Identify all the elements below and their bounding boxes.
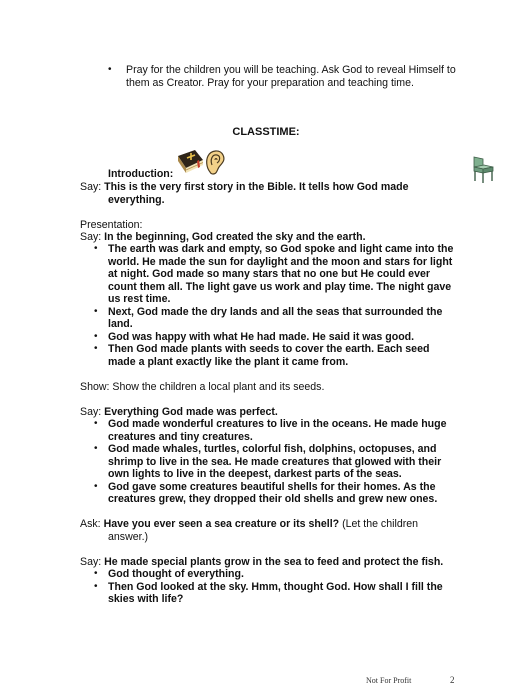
bullet-dot: • [94, 343, 98, 354]
say2-bullet-1-line-2: creatures and tiny creatures. [108, 431, 253, 443]
ear-icon [204, 148, 226, 176]
presentation-bullet-1-line-2: world. He made the sun for daylight and the moon and stars for light [108, 256, 453, 268]
presentation-label: Presentation: [80, 219, 143, 231]
say3-bullet-2-line-2: skies with life? [108, 593, 184, 605]
intro-say-line-1 [80, 181, 409, 194]
bullet-dot: • [94, 306, 98, 317]
intro-say-text: This is the very first story in the Bible. It tells how God made [104, 181, 409, 193]
say2-bullet-3-line-2: creatures grew, they dropped their old shells and grew new ones. [108, 493, 438, 505]
presentation-bullet-2-line-1: Next, God made the dry lands and all the seas that surrounded the [108, 306, 443, 318]
intro-say-line-2: everything. [108, 194, 165, 206]
say3-bullet-2-line-1: Then God looked at the sky. Hmm, thought God. How shall I fill the [108, 581, 443, 593]
say2-bullet-3-line-1: God gave some creatures beautiful shells for their homes. As the [108, 481, 436, 493]
classtime-heading: CLASSTIME: [232, 126, 300, 138]
bullet-dot: • [94, 243, 98, 254]
bullet-dot: • [94, 481, 98, 492]
show-text: Show the children a local plant and its seeds. [112, 381, 325, 393]
presentation-bullet-2-line-2: land. [108, 318, 133, 330]
ask-note: (Let the children [342, 518, 419, 530]
bullet-dot: • [94, 568, 98, 579]
say2-bullet-2-line-1: God made whales, turtles, colorful fish, dolphins, octopuses, and [108, 443, 437, 455]
say-prefix: Say: [80, 231, 102, 243]
presentation-bullet-3-line-1: God was happy with what He had made. He said it was good. [108, 331, 415, 343]
presentation-bullet-4-line-1: Then God made plants with seeds to cover the earth. Each seed [108, 343, 430, 355]
bullet-dot: • [94, 581, 98, 592]
prayer-line-1: Pray for the children you will be teaching. Ask God to reveal Himself to [126, 64, 456, 76]
footer-page-number: 2 [450, 675, 455, 685]
bullet-dot: • [94, 331, 98, 342]
say2-bullet-2-line-2: shrimp to live in the sea. He made creatures that glowed with their [108, 456, 442, 468]
say3-line [80, 556, 443, 569]
say2-bullet-2-line-3: own lights to live in the deepest, darkest parts of the seas. [108, 468, 402, 480]
bible-icon [175, 148, 205, 176]
bullet-dot: • [94, 443, 98, 454]
say2-line [80, 406, 278, 419]
say3-bullet-1-line-1: God thought of everything. [108, 568, 244, 580]
say-prefix: Say: [80, 181, 102, 193]
presentation-say-text: In the beginning, God created the sky and the earth. [104, 231, 366, 243]
ask-line-2: answer.) [108, 531, 149, 543]
ask-prefix: Ask: [80, 518, 101, 530]
footer-not-for-profit: Not For Profit [366, 676, 412, 685]
presentation-bullet-4-line-2: made a plant exactly like the plant it came from. [108, 356, 349, 368]
prayer-line-2: them as Creator. Pray for your preparation and teaching time. [126, 77, 414, 89]
say-prefix: Say: [80, 406, 102, 418]
say2-text: Everything God made was perfect. [104, 406, 278, 418]
bullet-dot: • [94, 418, 98, 429]
ask-question: Have you ever seen a sea creature or its shell? [103, 518, 340, 530]
say2-bullet-1-line-1: God made wonderful creatures to live in the oceans. He made huge [108, 418, 447, 430]
presentation-bullet-1-line-4: count them all. The light gave us work and play time. The night gave [108, 281, 452, 293]
say3-text: He made special plants grow in the sea to feed and protect the fish. [104, 556, 444, 568]
introduction-label: Introduction: [108, 168, 174, 180]
presentation-bullet-1-line-3: at night. God made so many stars that no one but He could ever [108, 268, 430, 280]
presentation-say-line [80, 231, 366, 244]
show-prefix: Show: [80, 381, 110, 393]
ask-line-1 [80, 518, 418, 531]
show-line [80, 381, 324, 394]
bullet-dot: • [108, 64, 112, 75]
say-prefix: Say: [80, 556, 102, 568]
presentation-bullet-1-line-1: The earth was dark and empty, so God spoke and light came into the [108, 243, 454, 255]
chair-icon [470, 155, 496, 185]
presentation-bullet-1-line-5: us rest time. [108, 293, 171, 305]
